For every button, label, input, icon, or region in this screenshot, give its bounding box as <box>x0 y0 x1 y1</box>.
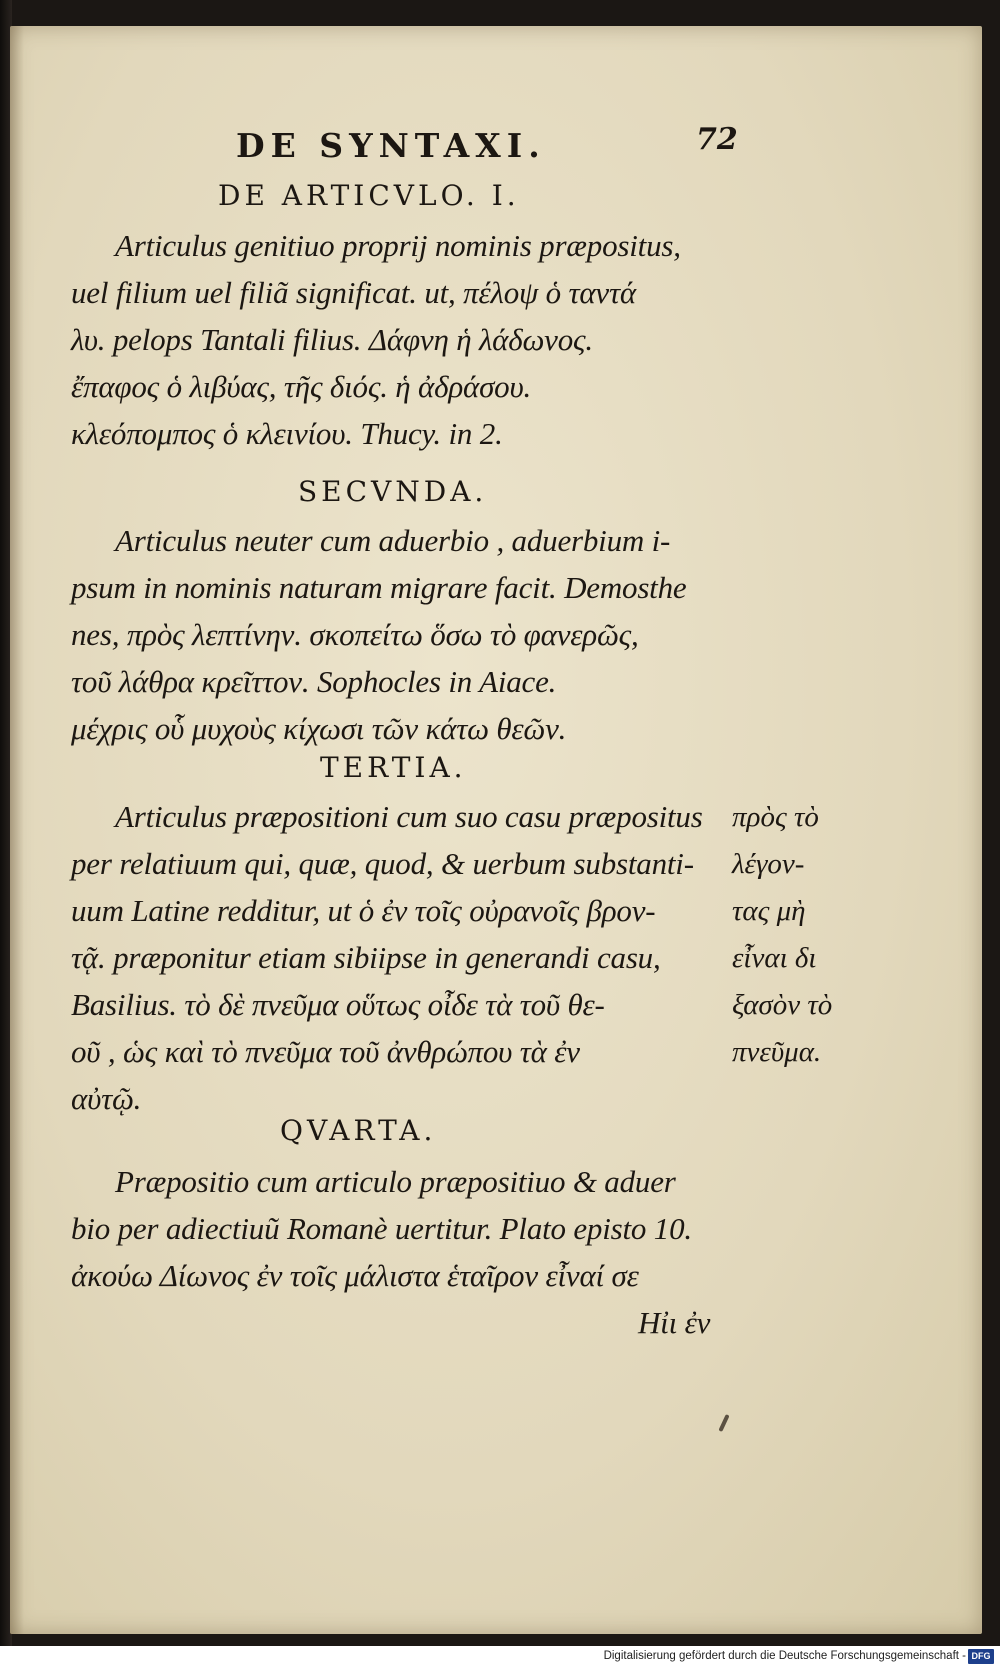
margin-note-line: εἶναι δι <box>732 942 817 974</box>
text-line: ἔπαφος ὁ λιβύας, τῆς διός. ἡ ἀδράσου. <box>71 369 532 404</box>
margin-note-line: τας μὴ <box>732 895 806 927</box>
text-line: nes, πρὸς λεπτίνην. σκοπείτω ὅσω τὸ φανερῶς, <box>71 617 639 652</box>
dfg-logo-icon: DFG <box>968 1649 994 1664</box>
text-line: Basilius. τὸ δὲ πνεῦμα οὕτως οἶδε τὰ τοῦ θε- <box>71 987 605 1022</box>
text-line: τᾷ. præponitur etiam sibiipse in generandi casu, <box>71 940 661 975</box>
section-heading-secunda: SECVNDA. <box>298 475 488 508</box>
section-heading-quarta: QVARTA. <box>280 1114 437 1147</box>
text-line: αὐτῷ. <box>71 1081 142 1116</box>
ink-mark <box>718 1414 729 1432</box>
text-line: τοῦ λάθρα κρεῖττον. Sophocles in Aiace. <box>71 664 557 699</box>
text-line: ἀκούω Δίωνος ἐν τοῖς μάλιστα ἑταῖρον εἶναί σε <box>71 1258 639 1293</box>
text-line: οῦ , ὡς καὶ τὸ πνεῦμα τοῦ ἀνθρώπου τὰ ἐν <box>71 1034 580 1069</box>
page-number: 72 <box>696 122 738 157</box>
text-line: uum Latine redditur, ut ὁ ἐν τοῖς οὐρανοῖς βρον- <box>71 893 656 928</box>
margin-note-line: πρὸς τὸ <box>732 801 819 833</box>
text-line: psum in nominis naturam migrare facit. Demosthe <box>71 570 687 605</box>
margin-note-line: ξασὸν τὸ <box>732 989 833 1021</box>
text-line: μέχρις οὗ μυχοὺς κίχωσι τῶν κάτω θεῶν. <box>71 711 567 746</box>
text-line: κλεόπομπος ὁ κλεινίου. Thucy. in 2. <box>71 416 503 451</box>
running-head: DE SYNTAXI. <box>236 126 546 165</box>
catchword: Ηἰι ἐν <box>638 1305 711 1340</box>
text-line: Articulus præpositioni cum suo casu præpositus <box>115 799 703 834</box>
text-line: λυ. pelops Tantali filius. Δάφνη ἡ λάδωνος. <box>71 322 593 357</box>
text-line: Præpositio cum articulo præpositiuo & aduer <box>115 1164 676 1199</box>
footer-bar <box>0 1646 1000 1671</box>
funding-notice: Digitalisierung gefördert durch die Deutsche Forschungsgemeinschaft - <box>603 1650 966 1662</box>
text-line: Articulus genitiuo proprij nominis præpositus, <box>115 228 681 263</box>
section-heading-de-articulo: DE ARTICVLO. I. <box>218 179 520 212</box>
margin-note-line: λέγον- <box>732 848 805 880</box>
book-page <box>10 26 982 1634</box>
text-line: per relatiuum qui, quæ, quod, & uerbum substanti- <box>71 846 694 881</box>
text-line: uel filium uel filiã significat. ut, πέλοψ ὁ ταντά <box>71 275 636 310</box>
text-line: bio per adiectiuũ Romanè uertitur. Plato episto 10. <box>71 1211 692 1246</box>
text-line: Articulus neuter cum aduerbio , aduerbium i- <box>115 523 671 558</box>
page-text <box>10 26 982 1634</box>
margin-note-line: πνεῦμα. <box>732 1036 822 1068</box>
section-heading-tertia: TERTIA. <box>320 751 467 784</box>
